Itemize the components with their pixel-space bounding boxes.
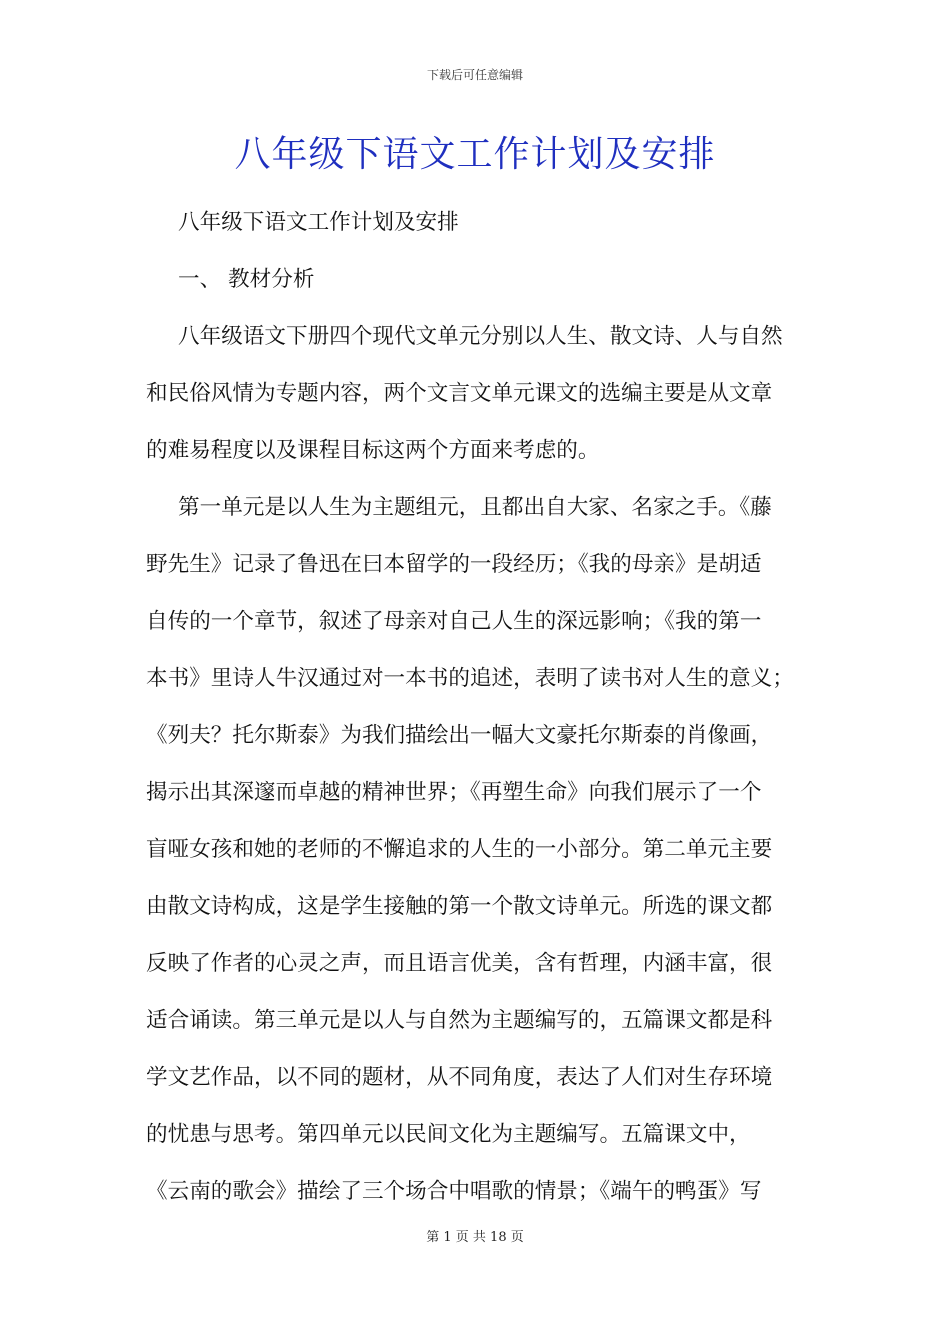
body-line: 八年级语文下册四个现代文单元分别以人生、散文诗、人与自然	[178, 324, 783, 349]
body-line: 由散文诗构成，这是学生接触的第一个散文诗单元。所选的课文都	[146, 894, 773, 919]
body-line: 第一单元是以人生为主题组元，且都出自大家、名家之手。《藤	[178, 495, 772, 520]
page-footer: 第 1 页 共 18 页	[426, 1230, 524, 1245]
body-line: 《云南的歌会》描绘了三个场合中唱歌的情景；《端午的鸭蛋》写	[146, 1179, 762, 1204]
body-line: 自传的一个章节，叙述了母亲对自己人生的深远影响；《我的第一	[146, 609, 762, 634]
body-line: 反映了作者的心灵之声，而且语言优美，含有哲理，内涵丰富，很	[146, 951, 773, 976]
document-title: 八年级下语文工作计划及安排	[234, 134, 716, 175]
body-line: 本书》里诗人牛汉通过对一本书的追述，表明了读书对人生的意义；	[146, 666, 794, 691]
body-line: 适合诵读。第三单元是以人与自然为主题编写的，五篇课文都是科	[146, 1008, 773, 1033]
body-line: 揭示出其深邃而卓越的精神世界；《再塑生命》向我们展示了一个	[146, 780, 762, 805]
body-line: 学文艺作品，以不同的题材，从不同角度，表达了人们对生存环境	[146, 1065, 773, 1090]
body-line: 《列夫？托尔斯泰》为我们描绘出一幅大文豪托尔斯泰的肖像画，	[146, 723, 773, 748]
body-line: 的忧患与思考。第四单元以民间文化为主题编写。五篇课文中，	[146, 1122, 751, 1147]
body-line: 一、 教材分析	[178, 267, 315, 292]
body-line: 八年级下语文工作计划及安排	[178, 210, 459, 235]
header-note: 下载后可任意编辑	[426, 68, 523, 82]
body-line: 野先生》记录了鲁迅在曰本留学的一段经历；《我的母亲》是胡适	[146, 552, 762, 577]
body-line: 的难易程度以及课程目标这两个方面来考虑的。	[146, 438, 600, 463]
body-line: 和民俗风情为专题内容，两个文言文单元课文的选编主要是从文章	[146, 381, 773, 406]
body-line: 盲哑女孩和她的老师的不懈追求的人生的一小部分。第二单元主要	[146, 837, 773, 862]
